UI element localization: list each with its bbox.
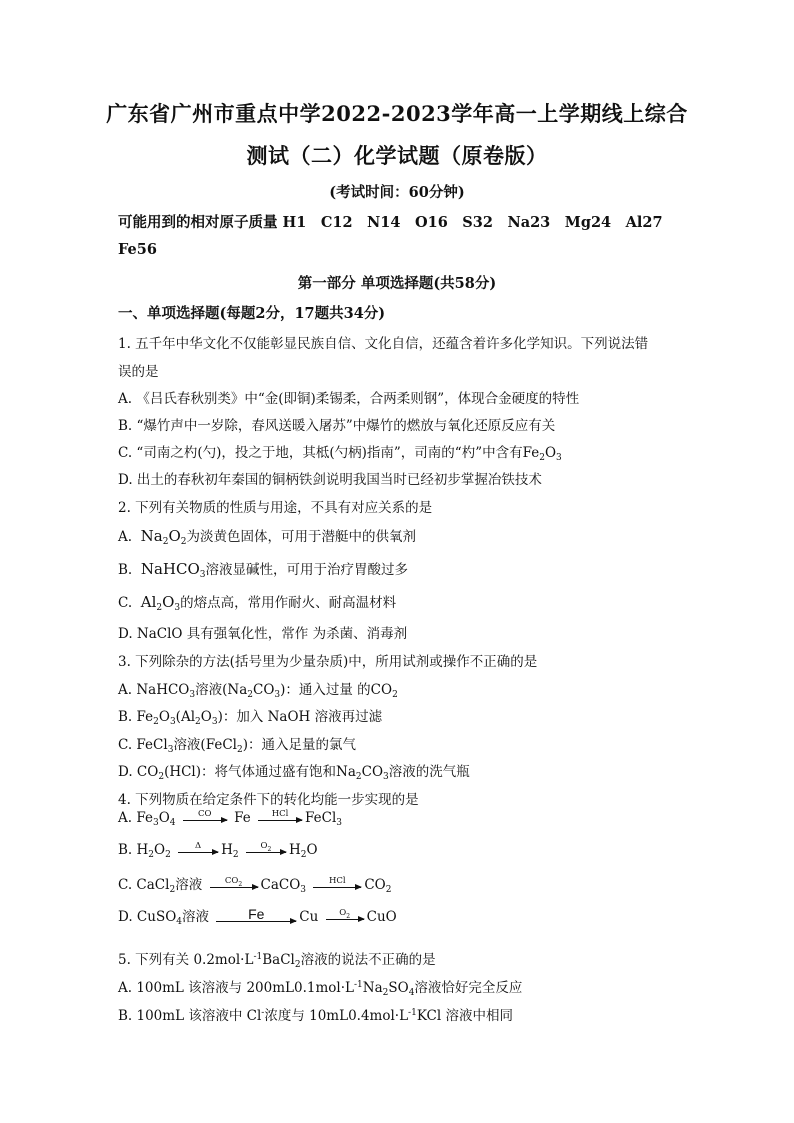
q4-stem: 4. 下列物质在给定条件下的转化均能一步实现的是 <box>118 792 419 808</box>
reaction-arrow: HCl <box>313 877 361 894</box>
q3-stem: 3. 下列除杂的方法(括号里为少量杂质)中，所用试剂或操作不正确的是 <box>118 654 538 670</box>
section1-heading: 一、单项选择题(每题2分，17题共34分) <box>118 305 386 322</box>
q1-option-b: B. “爆竹声中一岁除，春风送暖入屠苏”中爆竹的燃放与氧化还原反应有关 <box>118 418 556 434</box>
reaction-arrow: Fe <box>216 907 296 928</box>
q2-option-a: A. $Na_2O_2$为淡黄色固体，可用于潜艇中的供氧剂 <box>118 527 416 547</box>
q5-option-a: A. 100mL 该溶液与 $200mL0.1mol\cdot L^{-1}Na_2SO_4$溶液恰好完全反应 <box>118 980 523 998</box>
reaction-arrow: $CO_2$ <box>210 877 258 894</box>
q2-option-b-formula: NaHCO$_3$ <box>140 560 206 580</box>
exam-title-line2: 测试（二）化学试题（原卷版） <box>246 143 548 168</box>
reaction-arrow: HCl <box>258 810 302 827</box>
reaction-arrow: CO <box>183 810 227 827</box>
q1-option-c-formula: $Fe_2O_3$ <box>522 445 562 463</box>
q3-option-c: C. FeCl$_3$溶液(FeCl$_2$)：通入足量的氯气 <box>118 737 356 755</box>
q1-stem-line1: 1. 五千年中华文化不仅能彰显民族自信、文化自信，还蕴含着许多化学知识。下列说法错 <box>118 336 649 352</box>
exam-title-line1: 广东省广州市重点中学2022-2023学年高一上学期线上综合 <box>106 101 688 126</box>
q3-option-b: B. $Fe_2O_3(Al_2O_3)$：加入 NaOH 溶液再过滤 <box>118 709 383 727</box>
q2-option-c: C. $Al_2O_3$的熔点高，常用作耐火、耐高温材料 <box>118 593 397 613</box>
reaction-arrow: $O_2$ <box>326 909 364 926</box>
q2-stem: 2. 下列有关物质的性质与用途，不具有对应关系的是 <box>118 500 433 516</box>
reaction-arrow: $O_2$ <box>246 842 286 859</box>
q2-option-a-formula: $Na_2O_2$ <box>140 527 187 547</box>
atomic-masses-line2: Fe56 <box>118 241 157 258</box>
q5-stem: 5. 下列有关 $0.2mol\cdot L^{-1}BaCl_2$溶液的说法不正确的是 <box>118 952 436 970</box>
q4-option-b: B. $H_2O_2$ Δ $H_2$ $O_2$ $H_2O$ <box>118 841 318 860</box>
q2-option-b: B. NaHCO$_3$溶液显碱性，可用于治疗胃酸过多 <box>118 560 408 580</box>
q1-option-c-text: C. “司南之杓(勺)，投之于地，其柢(勺柄)指南”，司南的“杓”中含有 <box>118 445 523 461</box>
q4-option-c: C. CaCl$_2$溶液 $CO_2$ CaCO$_3$ HCl $CO_2$ <box>118 876 392 895</box>
q1-option-a: A. 《吕氏春秋别类》中“金(即铜)柔锡柔，合两柔则钢”，体现合金硬度的特性 <box>118 391 580 407</box>
reaction-arrow: Δ <box>178 842 218 859</box>
q1-option-c <box>118 441 562 461</box>
q2-option-c-formula: $Al_2O_3$ <box>140 593 181 613</box>
atomic-masses-line1: 可能用到的相对原子质量 H1 C12 N14 O16 S32 Na23 Mg24 Al27 <box>118 214 663 231</box>
exam-time-note: (考试时间：60分钟) <box>329 184 465 201</box>
q3-option-d: D. $CO_2(HCl)$：将气体通过盛有饱和$Na_2CO_3$溶液的洗气瓶 <box>118 764 470 782</box>
q1-stem-line2: 误的是 <box>118 364 159 380</box>
q4-option-d: D. CuSO$_4$溶液 Fe Cu $O_2$ CuO <box>118 906 397 927</box>
q5-option-b: B. 100mL 该溶液中 Cl-浓度与 $10mL0.4mol\cdot L^{-1}KCl$ 溶液中相同 <box>118 1008 513 1024</box>
q2-option-d: D. NaClO 具有强氧化性，常作 为杀菌、消毒剂 <box>118 626 408 642</box>
q1-option-d: D. 出土的春秋初年秦国的铜柄铁剑说明我国当时已经初步掌握冶铁技术 <box>118 472 542 488</box>
q3-option-a: A. NaHCO$_3$溶液$(Na_2CO_3)$：通入过量 的$CO_2$ <box>118 682 398 700</box>
q4-option-a: A. $Fe_3O_4$ CO Fe HCl FeCl$_3$ <box>118 809 343 828</box>
part1-heading: 第一部分 单项选择题(共58分) <box>297 275 497 292</box>
